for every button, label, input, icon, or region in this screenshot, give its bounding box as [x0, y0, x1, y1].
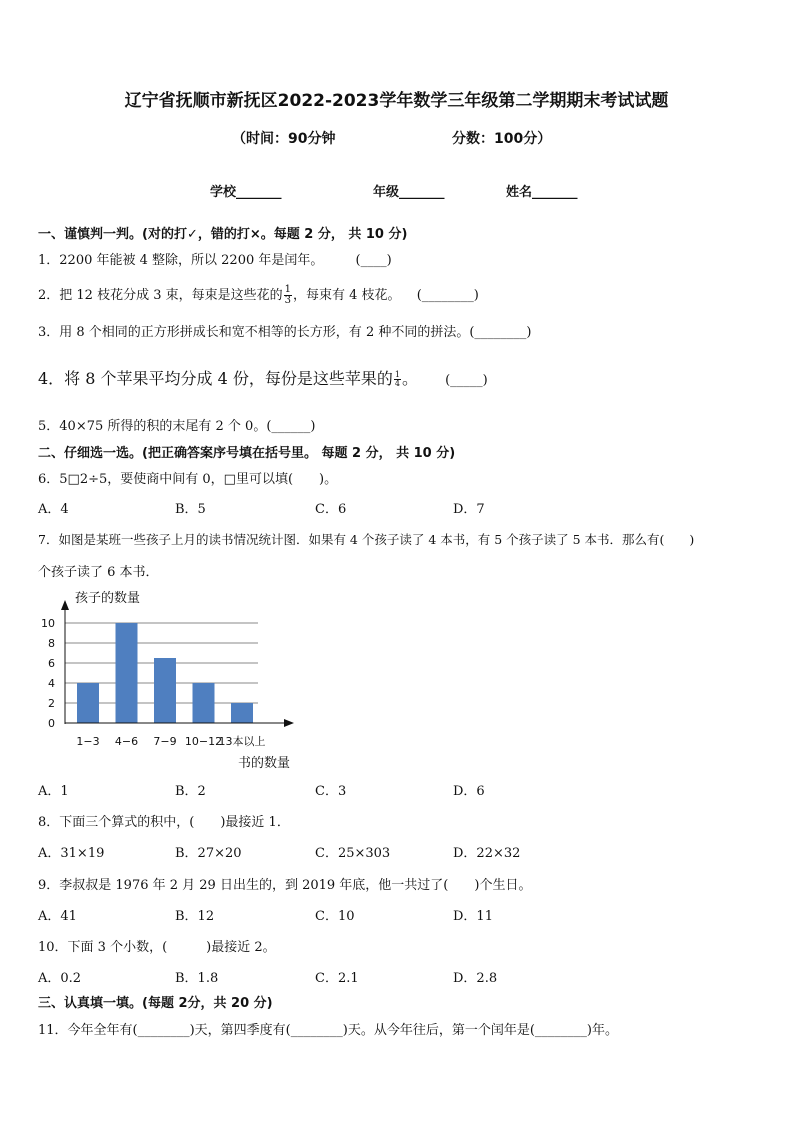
- section3-heading: 三、认真填一填。(每题 2分，共 20 分): [38, 996, 273, 1011]
- question-2-text-end: ，每束有 4 枝花。: [293, 288, 401, 303]
- chart-bar: [77, 683, 99, 723]
- question-3: 3．用 8 个相同的正方形拼成长和宽不相等的长方形，有 2 种不同的拼法。(________): [38, 325, 532, 340]
- q8-option-a: A．31×19: [38, 846, 105, 861]
- question-4-denominator: 4: [394, 379, 400, 388]
- question-2-text: 2．把 12 枝花分成 3 束，每束是这些花的: [38, 288, 283, 303]
- question-7-line-2: 个孩子读了 6 本书．: [38, 565, 159, 580]
- question-10: 10．下面 3 个小数，( )最接近 2。: [38, 940, 276, 955]
- question-4-text: 4．将 8 个苹果平均分成 4 份，每份是这些苹果的: [38, 369, 393, 388]
- chart-y-tick-label: 4: [48, 677, 55, 690]
- question-7-line-1: 7．如图是某班一些孩子上月的读书情况统计图．如果有 4 个孩子读了 4 本书，有 5 个孩子读了 5 本书．那么有( ): [38, 532, 695, 547]
- chart-y-tick-label: 2: [48, 697, 55, 710]
- question-4-fraction: [394, 371, 401, 388]
- q6-option-c: C．6: [315, 502, 347, 517]
- q9-option-a: A．41: [38, 909, 77, 924]
- chart-x-axis-arrow: [284, 719, 294, 727]
- name-field: 姓名_______: [506, 185, 578, 200]
- question-2-fraction: [284, 285, 292, 306]
- question-4-text-end: 。: [401, 369, 418, 388]
- chart-bar: [193, 683, 215, 723]
- q10-option-c: C．2.1: [315, 971, 359, 986]
- q6-option-a: A．4: [38, 502, 69, 517]
- q7-option-c: C．3: [315, 784, 347, 799]
- q7-option-d: D．6: [453, 784, 485, 799]
- exam-score: 分数：100分）: [452, 131, 552, 147]
- chart-x-tick-label: 4−6: [114, 735, 139, 748]
- question-4: [38, 366, 488, 389]
- q8-option-c: C．25×303: [315, 846, 391, 861]
- q9-option-c: C．10: [315, 909, 355, 924]
- section2-heading: 二、仔细选一选。(把正确答案序号填在括号里。 每题 2 分， 共 10 分): [38, 446, 456, 461]
- question-4-numerator: 1: [394, 370, 400, 379]
- question-2-denominator: 3: [284, 295, 291, 306]
- q8-option-d: D．22×32: [453, 846, 521, 861]
- question-2-numerator: 1: [284, 284, 291, 295]
- chart-y-tick-label: 6: [48, 657, 55, 670]
- q6-option-b: B．5: [175, 502, 206, 517]
- q9-option-d: D．11: [453, 909, 493, 924]
- chart-bar: [116, 623, 138, 723]
- question-1-blank: (____): [355, 253, 392, 268]
- chart-y-axis-arrow: [61, 600, 69, 610]
- grade-field: 年级_______: [373, 185, 445, 200]
- exam-time: （时间：90分钟: [232, 131, 336, 147]
- question-1-text: 1．2200 年能被 4 整除，所以 2200 年是闰年。: [38, 253, 324, 268]
- q9-option-b: B．12: [175, 909, 215, 924]
- chart-x-tick-label: 13本以上: [218, 735, 266, 748]
- question-11: 11．今年全年有(________)天，第四季度有(________)天。从今年往后，第一个闰年是(________)年。: [38, 1023, 618, 1038]
- question-4-blank: (_____): [445, 373, 488, 388]
- chart-x-tick-label: 1−3: [76, 735, 100, 748]
- question-2: [38, 284, 479, 306]
- question-1: [38, 249, 392, 268]
- chart-bar: [154, 658, 176, 723]
- chart-bar: [231, 703, 253, 723]
- question-5: 5．40×75 所得的积的末尾有 2 个 0。(______): [38, 419, 316, 434]
- question-2-blank: (________): [416, 288, 479, 303]
- chart-x-tick-label: 7−9: [153, 735, 177, 748]
- q7-option-b: B．2: [175, 784, 206, 799]
- q10-option-b: B．1.8: [175, 971, 219, 986]
- chart-y-tick-label: 10: [41, 617, 55, 630]
- chart-y-axis-label: 孩子的数量: [75, 591, 141, 606]
- question-8: 8．下面三个算式的积中，( )最接近 1．: [38, 815, 290, 830]
- q10-option-a: A．0.2: [38, 971, 82, 986]
- chart-x-axis-label: 书的数量: [238, 756, 291, 771]
- section1-heading: 一、谨慎判一判。(对的打✓，错的打×。每题 2 分， 共 10 分): [38, 227, 408, 242]
- page-title: 辽宁省抚顺市新抚区2022-2023学年数学三年级第二学期期末考试试题: [124, 91, 669, 111]
- q7-option-a: A．1: [38, 784, 69, 799]
- q8-option-b: B．27×20: [175, 846, 242, 861]
- question-6: 6．5□2÷5，要使商中间有 0，□里可以填( )。: [38, 472, 338, 487]
- reading-bar-chart: [30, 585, 310, 775]
- school-field: 学校_______: [210, 185, 282, 200]
- chart-y-tick-label: 0: [48, 717, 55, 730]
- chart-x-tick-label: 10−12: [184, 735, 223, 748]
- q10-option-d: D．2.8: [453, 971, 498, 986]
- question-9: 9．李叔叔是 1976 年 2 月 29 日出生的，到 2019 年底，他一共过了( )个生日。: [38, 878, 532, 893]
- chart-y-tick-label: 8: [48, 637, 55, 650]
- q6-option-d: D．7: [453, 502, 485, 517]
